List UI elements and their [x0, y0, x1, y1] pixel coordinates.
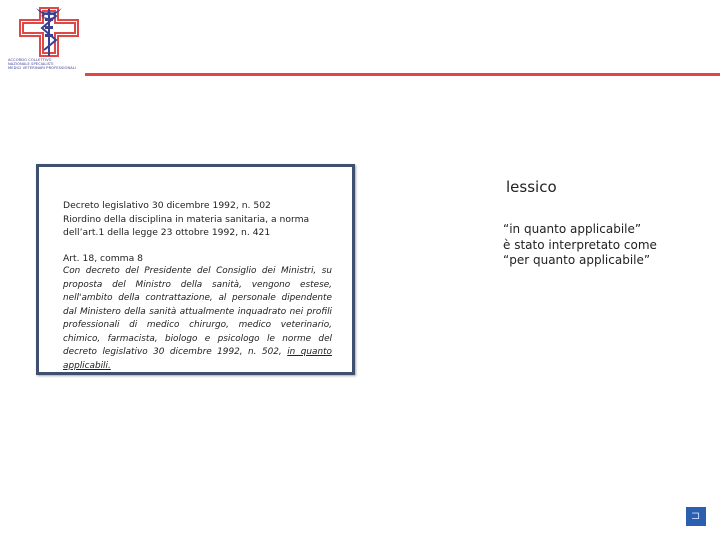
decree-subtitle: Riordino della disciplina in materia sanitaria, a norma dell’art.1 della legge 23 ottobre 1992, n. 421 [63, 213, 310, 238]
logo-caption [8, 58, 88, 71]
logo-caption-line-1: ACCORDO COLLETTIVO [8, 58, 52, 62]
article-highlight: in quanto applicabili. [63, 347, 332, 371]
legal-text-box [36, 164, 355, 375]
page-nav-icon[interactable] [686, 507, 706, 526]
article-text-main: Con decreto del Presidente del Consiglio dei Ministri, su proposta del Ministro della sanità, vengono estese, nell'ambito della contrattazione, al personale dipendente dal Ministero della sanità attualmente inquadrato nei profili professionali di medico chirurgo, medico veterinario, chimico, farmacista, biologo e psicologo le norme del decreto legislativo 30 dicembre 1992, n. 502, [63, 266, 332, 357]
lessico-line-2: è stato interpretato come [503, 237, 657, 252]
article-label: Art. 18, comma 8 [63, 253, 144, 264]
logo-caption-line-2: NAZIONALE SPECIALISTI [8, 62, 54, 67]
header-divider [85, 73, 720, 76]
decree-heading [63, 199, 331, 240]
lessico-definition [503, 222, 657, 269]
page-nav-glyph: ⊐ [691, 509, 701, 522]
lessico-line-1: “in quanto applicabile” [503, 222, 642, 236]
logo-caption-line-3: MEDICI VETERINARI PROFESSIONALI [8, 66, 77, 71]
lessico-line-3: “per quanto applicabile” [503, 253, 651, 267]
decree-title: Decreto legislativo 30 dicembre 1992, n. 502 [63, 200, 271, 211]
lessico-title: lessico [506, 178, 557, 196]
caduceus-cross-icon [18, 6, 88, 58]
article-text [63, 265, 332, 373]
